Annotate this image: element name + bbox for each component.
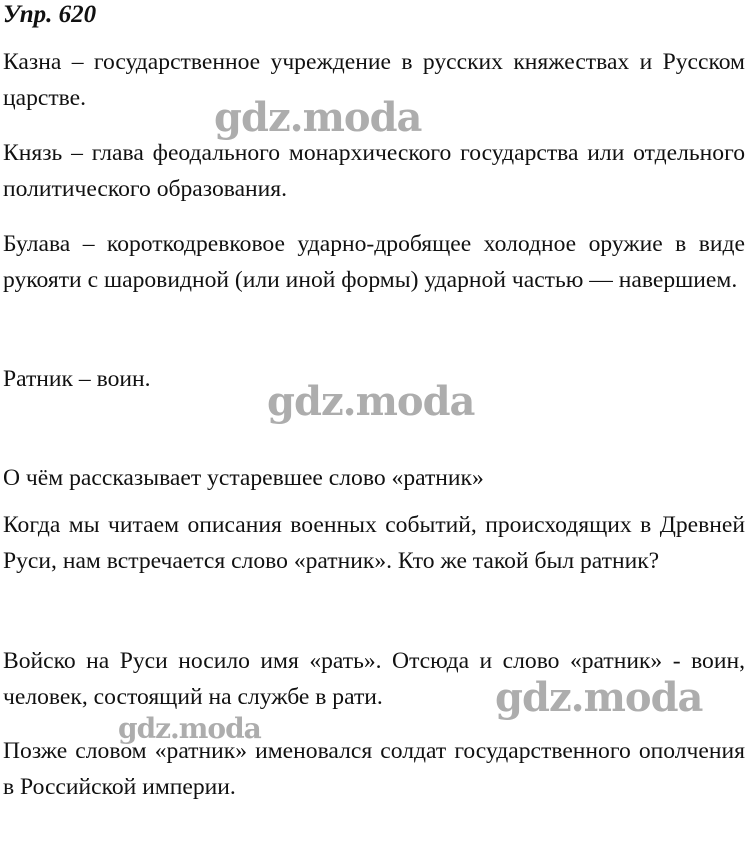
definition-ratnik: Ратник – воин. xyxy=(3,366,151,392)
essay-paragraph: Когда мы читаем описания военных событий, происходящих в Древней Руси, нам встречается слово «ратник». Кто же такой был ратник? xyxy=(3,512,745,574)
watermark: gdz.moda xyxy=(118,712,261,745)
essay-title: О чём рассказывает устаревшее слово «ратник» xyxy=(3,465,484,491)
definition-bulava: Булава – короткодревковое ударно-дробящее холодное оружие в виде рукояти с шаровидной (или иной формы) ударной частью — навершием. xyxy=(3,231,745,293)
definition-kazna: Казна – государственное учреждение в русских княжествах и Русском царстве. xyxy=(3,49,745,111)
definition-knyaz: Князь – глава феодального монархического государства или отдельного политического образования. xyxy=(3,140,745,202)
exercise-title: Упр. 620 xyxy=(3,1,97,28)
watermark: gdz.moda xyxy=(267,378,475,425)
essay-paragraph: Позже словом «ратник» именовался солдат государственного ополчения в Российской империи. xyxy=(3,738,745,800)
watermark: gdz.moda xyxy=(214,94,422,141)
essay-paragraph: Войско на Руси носило имя «рать». Отсюда и слово «ратник» - воин, человек, состоящий на службе в рати. xyxy=(3,648,745,710)
watermark: gdz.moda xyxy=(495,674,703,721)
